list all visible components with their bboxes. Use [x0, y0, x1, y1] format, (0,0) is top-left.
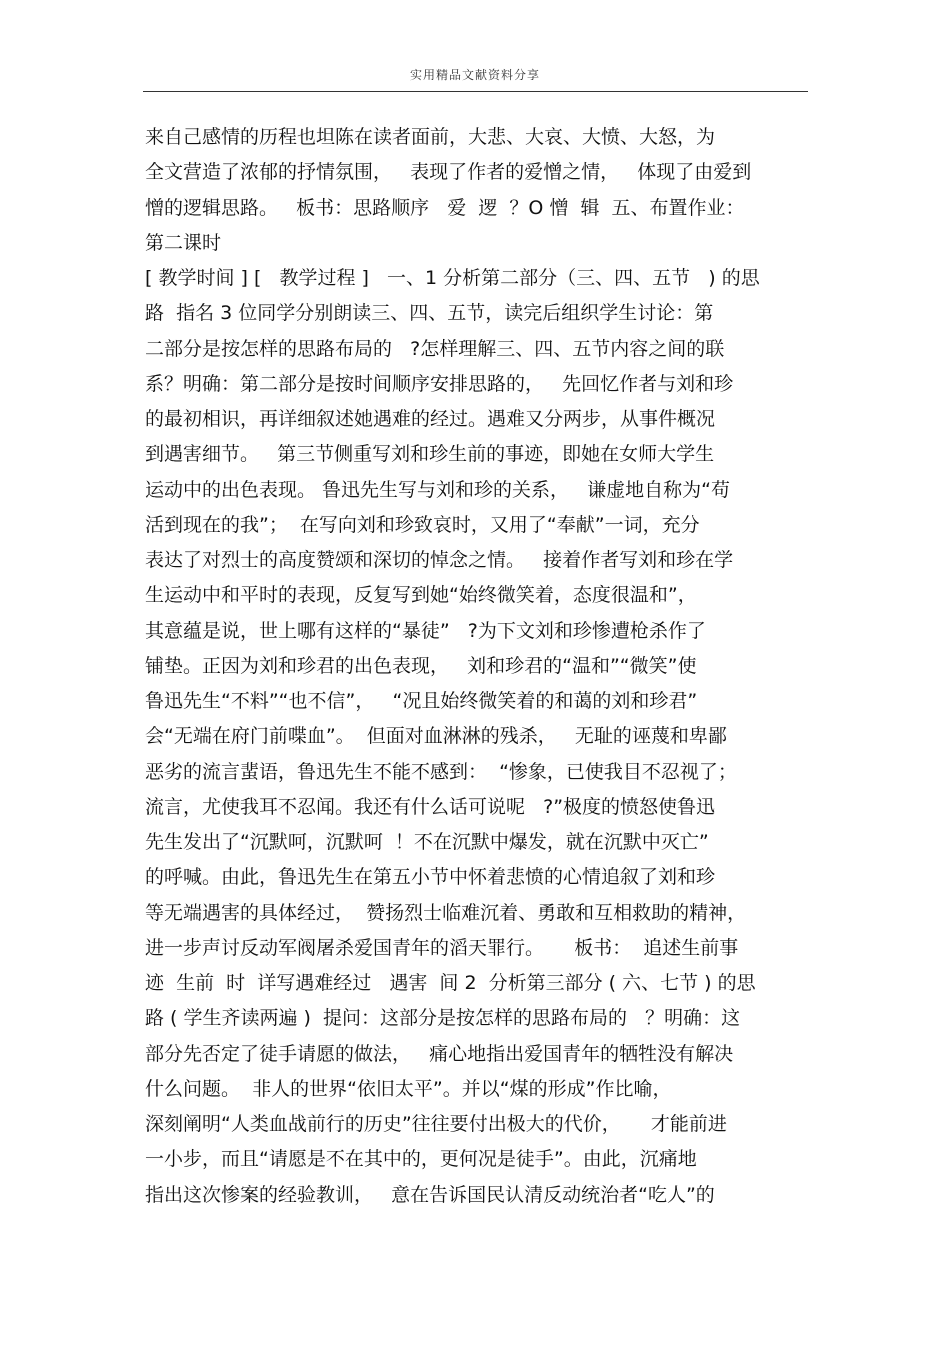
text-line: 系？明确：第二部分是按时间顺序安排思路的， 先回忆作者与刘和珍	[145, 372, 734, 395]
text-line: 先生发出了“沉默呵，沉默呵 ！不在沉默中爆发，就在沉默中灭亡”	[145, 831, 709, 853]
text-line: 来自己感情的历程也坦陈在读者面前，大悲、大哀、大愤、大怒，为	[145, 126, 716, 148]
text-line: 部分先否定了徒手请愿的做法， 痛心地指出爱国青年的牺牲没有解决	[145, 1042, 734, 1065]
text-line: 恶劣的流言蜚语，鲁迅先生不能不感到： “惨象，已使我目不忍视了；	[145, 760, 737, 783]
text-line: 铺垫。正因为刘和珍君的出色表现， 刘和珍君的“温和”“微笑”使	[145, 654, 697, 677]
text-line: 活到现在的我”； 在写向刘和珍致哀时，又用了“奉献”一词，充分	[145, 513, 700, 536]
text-line: 的最初相识，再详细叙述她遇难的经过。遇难又分两步，从事件概况	[145, 408, 716, 430]
text-line: 什么问题。 非人的世界“依旧太平”。并以“煤的形成”作比喻，	[145, 1077, 672, 1100]
text-line: 流言，尤使我耳不忍闻。我还有什么话可说呢 ?”极度的愤怒使鲁迅	[145, 795, 716, 818]
text-line: 指出这次惨案的经验教训， 意在告诉国民认清反动统治者“吃人”的	[145, 1183, 715, 1206]
text-line: 生运动中和平时的表现，反复写到她“始终微笑着，态度很温和”，	[145, 584, 697, 607]
text-line: 路 指名 3 位同学分别朗读三、四、五节，读完后组织学生讨论：第	[145, 302, 714, 325]
text-line: 到遇害细节。 第三节侧重写刘和珍生前的事迹，即她在女师大学生	[145, 443, 715, 466]
page-header-title: 实用精品文献资料分享	[409, 68, 540, 82]
text-line: 等无端遇害的具体经过， 赞扬烈士临难沉着、勇敢和互相救助的精神，	[145, 901, 747, 924]
document-body	[145, 120, 825, 1213]
text-line: 二部分是按怎样的思路布局的 ?怎样理解三、四、五节内容之间的联	[145, 337, 725, 360]
text-line: 路 ( 学生齐读两遍 ) 提问：这部分是按怎样的思路布局的 ？明确：这	[145, 1007, 741, 1030]
text-line: [ 教学时间 ] [ 教学过程 ] 一、1 分析第二部分（三、四、五节 ) 的思	[145, 267, 760, 289]
text-line: 全文营造了浓郁的抒情氛围， 表现了作者的爱憎之情， 体现了由爱到	[145, 161, 752, 184]
text-line: 表达了对烈士的高度赞颂和深切的悼念之情。 接着作者写刘和珍在学	[145, 549, 734, 571]
text-line: 深刻阐明“人类血战前行的历史”往往要付出极大的代价， 才能前进	[145, 1113, 727, 1135]
text-line: 其意蕴是说，世上哪有这样的“暴徒” ?为下文刘和珍惨遭枪杀作了	[145, 619, 706, 642]
text-line: 第二课时	[145, 231, 222, 254]
header-divider	[143, 91, 808, 92]
text-line: 进一步声讨反动军阀屠杀爱国青年的滔天罪行。 板书： 追述生前事	[145, 936, 739, 959]
text-line: 迹 生前 时 详写遇难经过 遇害 间 2 分析第三部分 ( 六、七节 ) 的思	[145, 972, 756, 994]
text-line: 的呼喊。由此，鲁迅先生在第五小节中怀着悲愤的心情追叙了刘和珍	[145, 866, 716, 889]
text-line: 鲁迅先生“不料”“也不信”， “况且始终微笑着的和蔼的刘和珍君”	[145, 690, 698, 712]
text-line: 运动中的出色表现。 鲁迅先生写与刘和珍的关系， 谦虚地自称为“苟	[145, 478, 731, 501]
text-line: 会“无端在府门前喋血”。 但面对血淋淋的残杀， 无耻的诬蔑和卑鄙	[145, 725, 727, 748]
text-line: 一小步，而且“请愿是不在其中的，更何况是徒手”。由此，沉痛地	[145, 1148, 697, 1171]
text-line: 憎的逻辑思路。 板书：思路顺序 爱 逻 ？O 憎 辑 五、布置作业：	[145, 196, 745, 219]
